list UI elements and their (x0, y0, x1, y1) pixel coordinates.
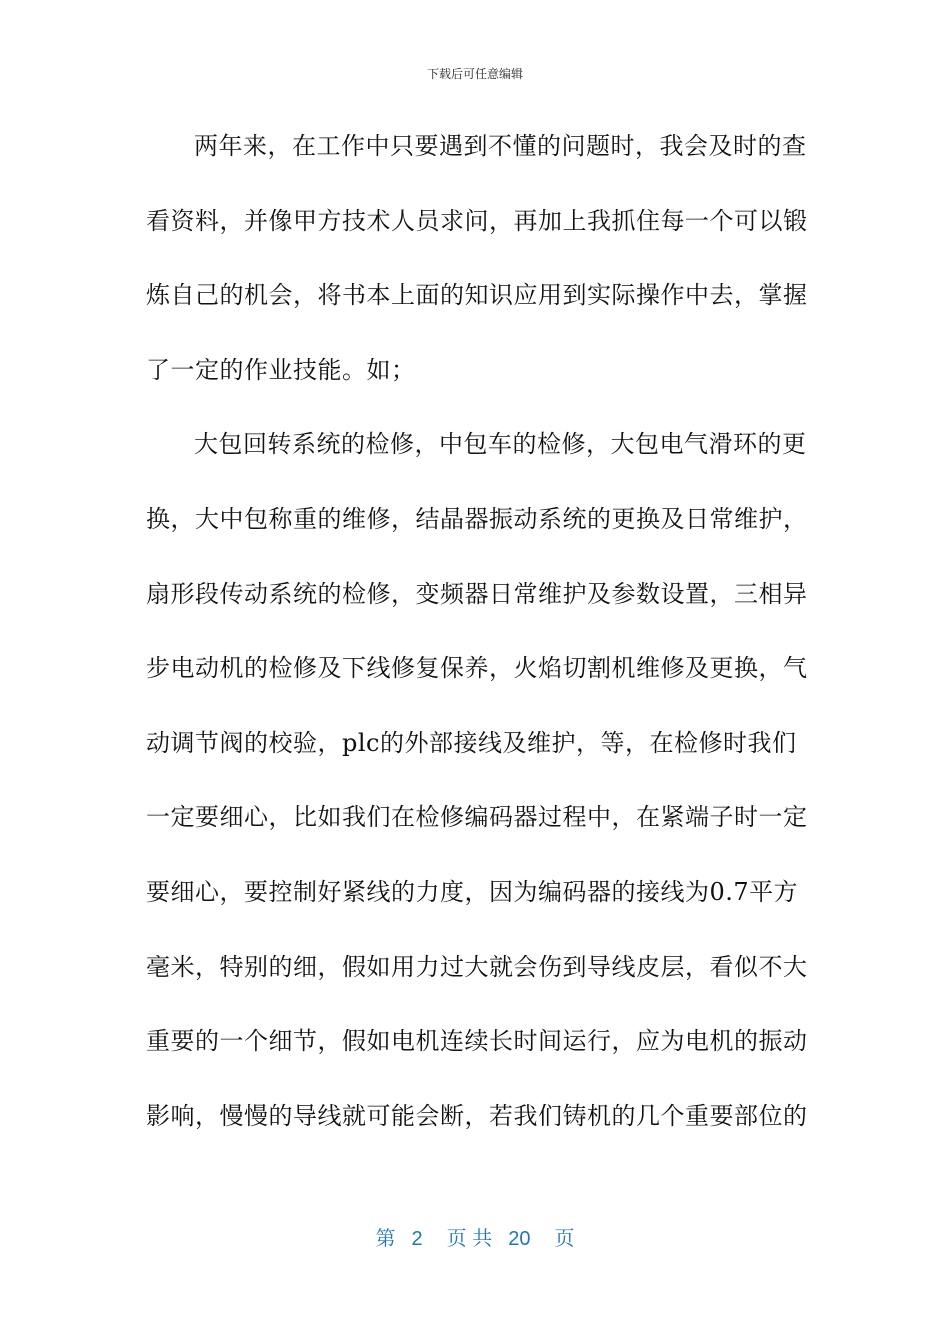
paragraph-line: 影响，慢慢的导线就可能会断，若我们铸机的几个重要部位的 (146, 1101, 808, 1130)
paragraph-line: 大包回转系统的检修，中包车的检修，大包电气滑环的更 (194, 430, 807, 459)
page-footer (0, 1226, 950, 1252)
paragraph-line: 动调节阀的校验，plc的外部接线及维护，等，在检修时我们 (146, 728, 797, 757)
paragraph-line: 两年来，在工作中只要遇到不懂的问题时，我会及时的查 (194, 132, 807, 160)
paragraph-line: 看资料，并像甲方技术人员求问，再加上我抓住每一个可以锻 (146, 206, 808, 235)
page-header: 下载后可任意编辑 (426, 67, 523, 81)
total-page-count: 20 (508, 1228, 531, 1250)
current-page-number: 2 (411, 1228, 423, 1250)
paragraph-line: 换，大中包称重的维修，结晶器振动系统的更换及日常维护， (146, 504, 808, 533)
body-text (146, 124, 808, 1168)
paragraph-line: 了一定的作业技能。如； (146, 355, 416, 384)
paragraph-line: 炼自己的机会，将书本上面的知识应用到实际操作中去，掌握 (146, 281, 808, 310)
paragraph-line: 毫米，特别的细，假如用力过大就会伤到导线皮层，看似不大 (146, 952, 808, 981)
paragraph-line: 要细心，要控制好紧线的力度，因为编码器的接线为0.7平方 (146, 877, 799, 906)
paragraph-line: 步电动机的检修及下线修复保养，火焰切割机维修及更换，气 (146, 654, 808, 683)
footer-prefix: 第 (375, 1228, 396, 1250)
paragraph-line: 扇形段传动系统的检修，变频器日常维护及参数设置，三相异 (146, 579, 808, 608)
footer-middle: 页 共 (446, 1228, 493, 1250)
paragraph-line: 一定要细心，比如我们在检修编码器过程中，在紧端子时一定 (146, 803, 808, 832)
paragraph-line: 重要的一个细节，假如电机连续长时间运行，应为电机的振动 (146, 1027, 808, 1056)
footer-suffix: 页 (554, 1228, 575, 1250)
